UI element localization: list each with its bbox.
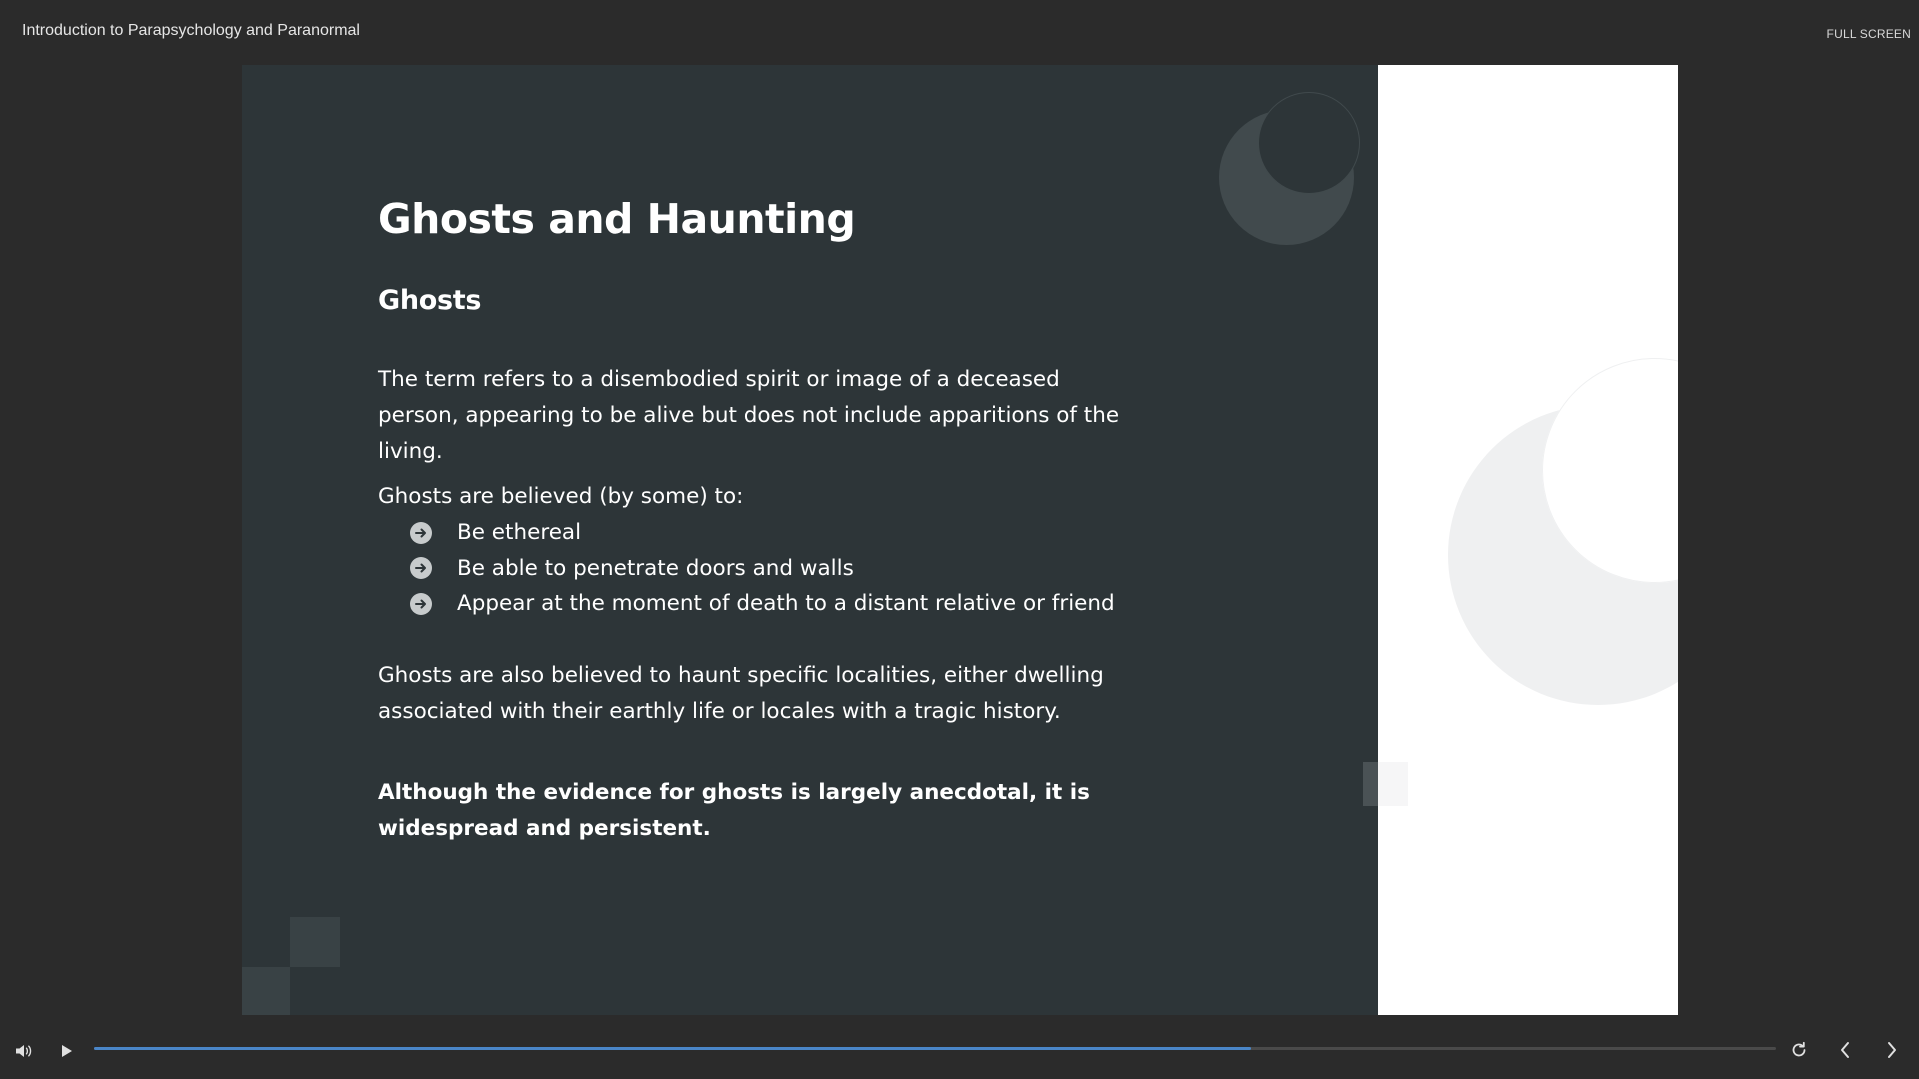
list-item-text: Be ethereal: [457, 520, 582, 545]
beliefs-intro: Ghosts are believed (by some) to:: [378, 484, 744, 509]
slide-title: Ghosts and Haunting: [378, 195, 856, 243]
section-heading: Ghosts: [378, 285, 482, 316]
course-title: Introduction to Parapsychology and Paranormal: [22, 22, 360, 39]
slide-text: [378, 195, 1138, 841]
volume-icon[interactable]: [12, 1039, 36, 1063]
replay-icon[interactable]: [1787, 1038, 1811, 1062]
evidence-statement: Although the evidence for ghosts is largely anecdotal, it is widespread and persistent.: [378, 780, 1090, 841]
list-item: [410, 515, 1115, 551]
fullscreen-button[interactable]: FULL SCREEN: [1826, 27, 1911, 41]
top-bar: [0, 0, 1919, 64]
slide-content-panel: [242, 65, 1378, 1015]
beliefs-list: [410, 515, 1115, 622]
chevron-left-icon[interactable]: [1833, 1038, 1857, 1062]
arrow-right-circle-icon: [410, 522, 432, 544]
list-item: [410, 586, 1115, 622]
slide-side-panel: [1378, 65, 1678, 1015]
decorative-circle-outline: [1258, 92, 1360, 194]
decorative-tab: [1363, 762, 1378, 806]
arrow-right-circle-icon: [410, 557, 432, 579]
definition-paragraph: The term refers to a disembodied spirit or image of a deceased person, appearing to be alive but does not include apparitions of the living.: [378, 367, 1120, 464]
player-controls: [0, 1030, 1919, 1079]
progress-fill: [94, 1047, 1251, 1050]
decorative-square: [242, 967, 290, 1015]
decorative-tab: [1378, 762, 1408, 806]
play-icon[interactable]: [54, 1039, 78, 1063]
chevron-right-icon[interactable]: [1880, 1038, 1904, 1062]
haunting-paragraph: Ghosts are also believed to haunt specific localities, either dwelling associated with their earthly life or locales with a tragic history.: [378, 663, 1104, 724]
list-item-text: Be able to penetrate doors and walls: [457, 555, 854, 581]
arrow-right-circle-icon: [410, 593, 432, 615]
decorative-square: [290, 917, 340, 967]
progress-bar[interactable]: [94, 1047, 1776, 1050]
slide: [242, 65, 1678, 1015]
list-item-text: Appear at the moment of death to a distant relative or friend: [457, 591, 1115, 616]
list-item: [410, 551, 1115, 587]
